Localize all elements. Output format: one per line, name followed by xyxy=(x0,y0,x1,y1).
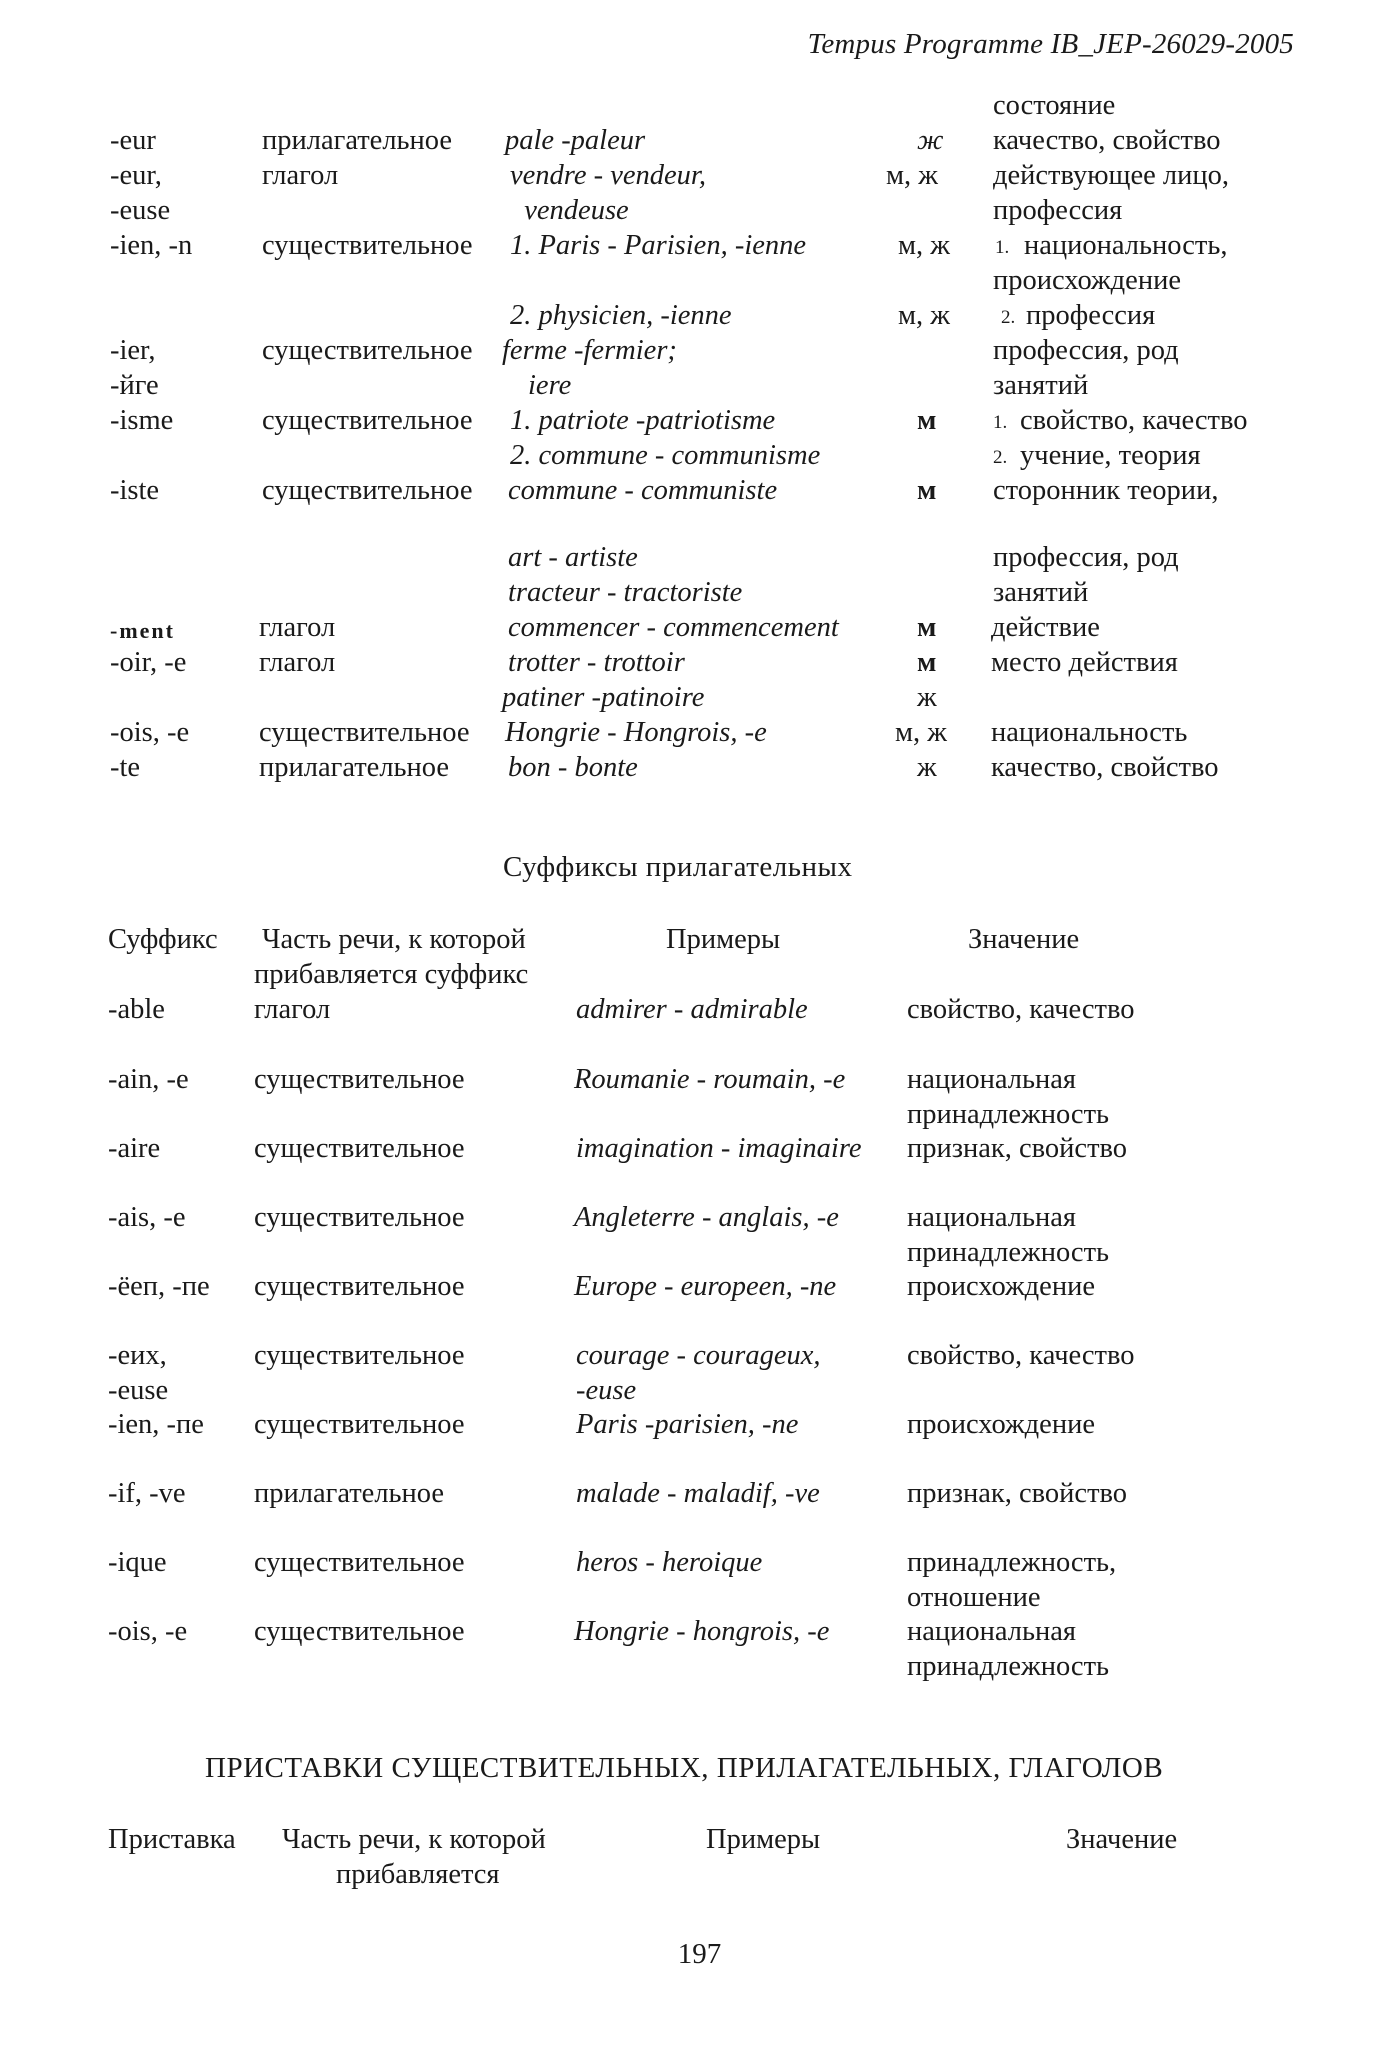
suffix-cell: -ien, -пе xyxy=(108,1409,204,1440)
part-of-speech-cell: прилагательное xyxy=(262,125,453,156)
suffix-cell: -еих, xyxy=(108,1340,167,1371)
meaning-cell: свойство, качество xyxy=(1020,405,1248,436)
suffix-cell: -ain, -e xyxy=(108,1064,189,1095)
example-cell: heros - heroique xyxy=(576,1547,763,1578)
meaning-cell: профессия xyxy=(993,195,1123,226)
gender-cell: ж xyxy=(917,752,937,783)
part-of-speech-cell: существительное xyxy=(254,1409,465,1440)
part-of-speech-cell: существительное xyxy=(254,1202,465,1233)
example-cell: tracteur - tractoriste xyxy=(508,577,743,608)
example-cell: courage - courageux, xyxy=(576,1340,821,1371)
suffix-cell: -ique xyxy=(108,1547,167,1578)
column-header-meaning: Значение xyxy=(968,924,1080,955)
example-cell: admirer - admirable xyxy=(576,994,808,1025)
gender-cell: м, ж xyxy=(886,160,938,191)
example-cell: pale -paleur xyxy=(505,125,646,156)
meaning-cell: свойство, качество xyxy=(907,1340,1135,1371)
meaning-cell: занятий xyxy=(993,577,1089,608)
example-cell: Hongrie - hongrois, -e xyxy=(574,1616,830,1647)
meaning-cell: сторонник теории, xyxy=(993,475,1219,506)
suffix-cell: -ment xyxy=(110,618,175,643)
meaning-cell: действующее лицо, xyxy=(993,160,1230,191)
meaning-cell: принадлежность xyxy=(907,1651,1110,1682)
example-cell: commune - communiste xyxy=(508,475,778,506)
meaning-cell: принадлежность xyxy=(907,1099,1110,1130)
suffix-cell: -euse xyxy=(108,1375,169,1406)
example-cell: patiner -patinoire xyxy=(502,682,705,713)
part-of-speech-cell: существительное xyxy=(262,475,473,506)
meaning-number: 2. xyxy=(993,447,1008,468)
example-cell: 1. patriote -patriotisme xyxy=(510,405,776,436)
gender-cell: м xyxy=(917,405,937,436)
example-cell: Hongrie - Hongrois, -e xyxy=(505,717,767,748)
example-cell: art - artiste xyxy=(508,542,638,573)
example-cell: ferme -fermier; xyxy=(502,335,677,366)
meaning-number: 1. xyxy=(993,412,1008,433)
meaning-cell: профессия, род xyxy=(993,335,1179,366)
meaning-cell: принадлежность, xyxy=(907,1547,1117,1578)
meaning-cell: действие xyxy=(991,612,1100,643)
meaning-cell: признак, свойство xyxy=(907,1478,1128,1509)
column-header-meaning: Значение xyxy=(1066,1824,1178,1855)
column-header-suffix: Суффикс xyxy=(108,924,218,955)
page-number: 197 xyxy=(677,1938,722,1970)
example-cell: Angleterre - anglais, -e xyxy=(574,1202,839,1233)
suffix-cell: -iste xyxy=(110,475,160,506)
part-of-speech-cell: глагол xyxy=(259,612,336,643)
column-header-part-of-speech: Часть речи, к которой xyxy=(262,924,526,955)
part-of-speech-cell: существительное xyxy=(254,1064,465,1095)
suffix-cell: -ёеп, -пе xyxy=(108,1271,210,1302)
part-of-speech-cell: существительное xyxy=(262,335,473,366)
example-cell: Europe - europeen, -ne xyxy=(574,1271,837,1302)
meaning-cell: признак, свойство xyxy=(907,1133,1128,1164)
example-cell: 2. commune - communisme xyxy=(510,440,821,471)
column-header-prefix: Приставка xyxy=(108,1824,236,1855)
example-cell: 2. physicien, -ienne xyxy=(510,300,732,331)
meaning-cell: происхождение xyxy=(907,1271,1095,1302)
gender-cell: м, ж xyxy=(895,717,947,748)
meaning-cell: качество, свойство xyxy=(991,752,1219,783)
part-of-speech-cell: глагол xyxy=(262,160,339,191)
meaning-cell: качество, свойство xyxy=(993,125,1221,156)
suffix-cell: -if, -ve xyxy=(108,1478,186,1509)
part-of-speech-cell: прилагательное xyxy=(259,752,450,783)
column-header-part-of-speech: прибавляется xyxy=(336,1859,500,1890)
part-of-speech-cell: существительное xyxy=(262,405,473,436)
example-cell: vendeuse xyxy=(510,195,629,226)
meaning-cell: место действия xyxy=(991,647,1178,678)
meaning-cell: учение, теория xyxy=(1020,440,1201,471)
meaning-cell: национальность xyxy=(991,717,1188,748)
meaning-cell: происхождение xyxy=(907,1409,1095,1440)
meaning-number: 1. xyxy=(995,237,1010,258)
suffix-cell: -ois, -e xyxy=(110,717,190,748)
section-title: Суффиксы прилагательных xyxy=(503,851,853,883)
example-cell: imagination - imaginaire xyxy=(576,1133,862,1164)
meaning-cell: отношение xyxy=(907,1582,1041,1613)
example-cell: bon - bonte xyxy=(508,752,638,783)
example-cell: iere xyxy=(528,370,572,401)
gender-cell: м xyxy=(917,647,937,678)
suffix-cell: -eur, xyxy=(110,160,162,191)
gender-cell: ж xyxy=(917,682,937,713)
section-title: ПРИСТАВКИ СУЩЕСТВИТЕЛЬНЫХ, ПРИЛАГАТЕЛЬНЫХ, ГЛАГОЛОВ xyxy=(205,1752,1164,1784)
meaning-cell: национальность, xyxy=(1024,230,1228,261)
suffix-cell: -ais, -e xyxy=(108,1202,186,1233)
part-of-speech-cell: существительное xyxy=(254,1133,465,1164)
part-of-speech-cell: прилагательное xyxy=(254,1478,445,1509)
gender-cell: м xyxy=(917,475,937,506)
column-header-part-of-speech: прибавляется суффикс xyxy=(254,959,529,990)
gender-cell: ж xyxy=(917,125,944,156)
example-cell: trotter - trottoir xyxy=(508,647,685,678)
suffix-cell: -oir, -e xyxy=(110,647,187,678)
example-cell: -euse xyxy=(576,1375,637,1406)
suffix-cell: -euse xyxy=(110,195,171,226)
example-cell: 1. Paris - Parisien, -ienne xyxy=(510,230,807,261)
meaning-cell: профессия xyxy=(1026,300,1156,331)
part-of-speech-cell: существительное xyxy=(254,1271,465,1302)
part-of-speech-cell: существительное xyxy=(254,1547,465,1578)
meaning-cell: национальная xyxy=(907,1064,1077,1095)
example-cell: Roumanie - roumain, -e xyxy=(574,1064,846,1095)
suffix-cell: -ois, -e xyxy=(108,1616,188,1647)
page-header: Tempus Programme IB_JEP-26029-2005 xyxy=(807,28,1294,60)
meaning-cell: состояние xyxy=(993,90,1116,121)
gender-cell: м xyxy=(917,612,937,643)
suffix-cell: -ier, xyxy=(110,335,156,366)
meaning-cell: свойство, качество xyxy=(907,994,1135,1025)
meaning-cell: происхождение xyxy=(993,265,1181,296)
example-cell: malade - maladif, -ve xyxy=(576,1478,820,1509)
suffix-cell: -able xyxy=(108,994,165,1025)
example-cell: commencer - commencement xyxy=(508,612,839,643)
meaning-cell: занятий xyxy=(993,370,1089,401)
suffix-cell: -ien, -n xyxy=(110,230,193,261)
part-of-speech-cell: существительное xyxy=(254,1616,465,1647)
meaning-cell: принадлежность xyxy=(907,1237,1110,1268)
part-of-speech-cell: глагол xyxy=(254,994,331,1025)
part-of-speech-cell: существительное xyxy=(254,1340,465,1371)
column-header-examples: Примеры xyxy=(706,1824,821,1855)
part-of-speech-cell: существительное xyxy=(259,717,470,748)
gender-cell: м, ж xyxy=(898,230,950,261)
suffix-cell: -te xyxy=(110,752,141,783)
meaning-cell: национальная xyxy=(907,1202,1077,1233)
gender-cell: м, ж xyxy=(898,300,950,331)
part-of-speech-cell: существительное xyxy=(262,230,473,261)
column-header-part-of-speech: Часть речи, к которой xyxy=(282,1824,546,1855)
example-cell: vendre - vendeur, xyxy=(510,160,706,191)
meaning-cell: профессия, род xyxy=(993,542,1179,573)
suffix-cell: -isme xyxy=(110,405,174,436)
part-of-speech-cell: глагол xyxy=(259,647,336,678)
column-header-examples: Примеры xyxy=(666,924,781,955)
meaning-number: 2. xyxy=(1001,307,1016,328)
example-cell: Paris -parisien, -ne xyxy=(576,1409,799,1440)
suffix-cell: -aire xyxy=(108,1133,161,1164)
suffix-cell: -йге xyxy=(110,370,159,401)
suffix-cell: -eur xyxy=(110,125,156,156)
meaning-cell: национальная xyxy=(907,1616,1077,1647)
